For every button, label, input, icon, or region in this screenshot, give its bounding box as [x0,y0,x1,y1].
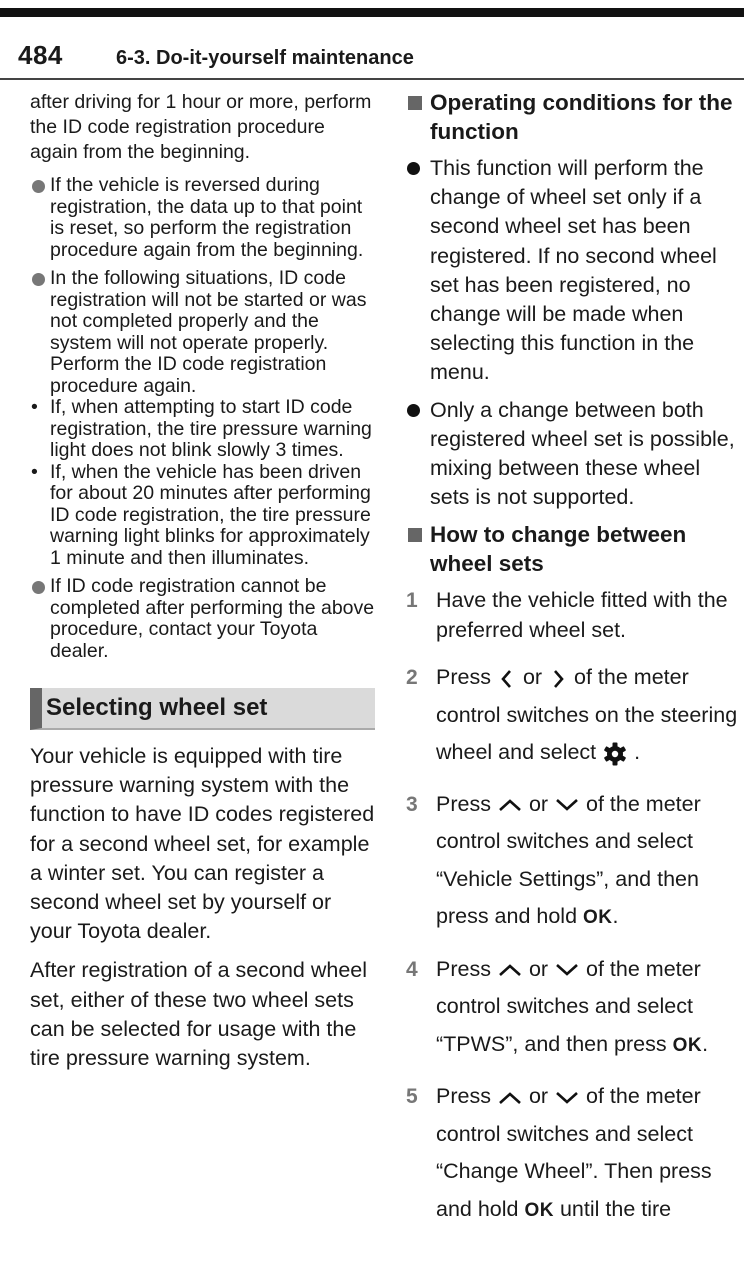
step-3: 3 Press or of the meter control switches and select “Vehicle Settings”, and then press and hold OK. [406,791,701,929]
chevron-down-icon [554,1089,580,1107]
chevron-up-icon [497,961,523,979]
list-item: In the following situations, ID code registration will not be started or was not completed properly and the system will not operate properly. Perform the ID code registration procedure again. • If, when attempting to start ID code registration, the tire pressure warning light does not blink slowly 3 times. • If, when the vehicle has been driven for about 20 minutes after performing ID code registration, the tire pressure warning light blinks for approximately 1 minute and then illuminates. [30,268,375,569]
subheading: How to change between wheel sets [406,520,742,578]
bullet-dot-icon [32,273,45,286]
ok-button-label: OK [583,907,613,929]
section-title: 6-3. Do-it-yourself maintenance [116,47,414,69]
chevron-down-icon [554,961,580,979]
sub-bullet-icon: • [31,396,38,418]
chevron-up-icon [497,1089,523,1107]
right-column [406,88,742,1229]
page-number: 484 [18,40,63,70]
chevron-down-icon [554,796,580,814]
list-item: If the vehicle is reversed during registration, the data up to that point is reset, so perform the registration procedure again from the beginning. [30,175,375,261]
paragraph: After registration of a second wheel set, either of these two wheel sets can be selected for usage with the tire pressure warning system. [30,958,368,1071]
ok-button-label: OK [672,1034,703,1056]
chevron-up-icon [497,796,523,814]
chevron-left-icon [497,668,517,690]
ok-button-label: OK [524,1199,554,1221]
chevron-right-icon [548,668,568,690]
step-4: 4 Press or of the meter control switches and select “TPWS”, and then press OK. [406,956,709,1056]
paragraph: Your vehicle is equipped with tire pressure warning system with the function to have ID codes registered for a second wheel set, for example a winter set. You can register a second wheel set by yourself or your Toyota dealer. [30,744,375,944]
sub-list-item: • If, when attempting to start ID code registration, the tire pressure warning light does not blink slowly 3 times. [31,396,372,461]
left-column [30,90,375,1083]
gear-icon [602,741,628,767]
bullet-dot-icon [32,581,45,594]
list-item: This function will perform the change of wheel set only if a second wheel set has been registered. If no second wheel set has been registered, no change will be made when selecting this function in the menu. [406,154,742,388]
sub-bullet-icon: • [31,460,38,483]
bullet-dot-icon [407,404,420,417]
step-5: 5 Press or of the meter control switches and select “Change Wheel”. Then press and hold OK until the tire [406,1084,712,1221]
list-item: If ID code registration cannot be completed after performing the above procedure, contact your Toyota dealer. [30,576,375,662]
top-rule [0,8,744,17]
intro-text: after driving for 1 hour or more, perform the ID code registration procedure again from the beginning. [30,91,372,163]
bullet-dot-icon [32,180,45,193]
list-item: Only a change between both registered wheel set is possible, mixing between these wheel sets is not supported. [406,396,742,513]
step-2: 2 Press or of the meter control switches on the steering wheel and select . [406,659,742,772]
square-marker-icon [408,96,422,110]
section-heading: Selecting wheel set [30,688,375,730]
bullet-dot-icon [407,162,420,175]
subheading: Operating conditions for the function [406,88,742,146]
sub-list-item: • If, when the vehicle has been driven for about 20 minutes after performing ID code registration, the tire pressure warning light blinks for approximately 1 minute and then illuminates. [31,460,371,569]
square-marker-icon [408,528,422,542]
header-divider [0,78,744,80]
step-1: 1 Have the vehicle fitted with the preferred wheel set. [406,588,728,642]
